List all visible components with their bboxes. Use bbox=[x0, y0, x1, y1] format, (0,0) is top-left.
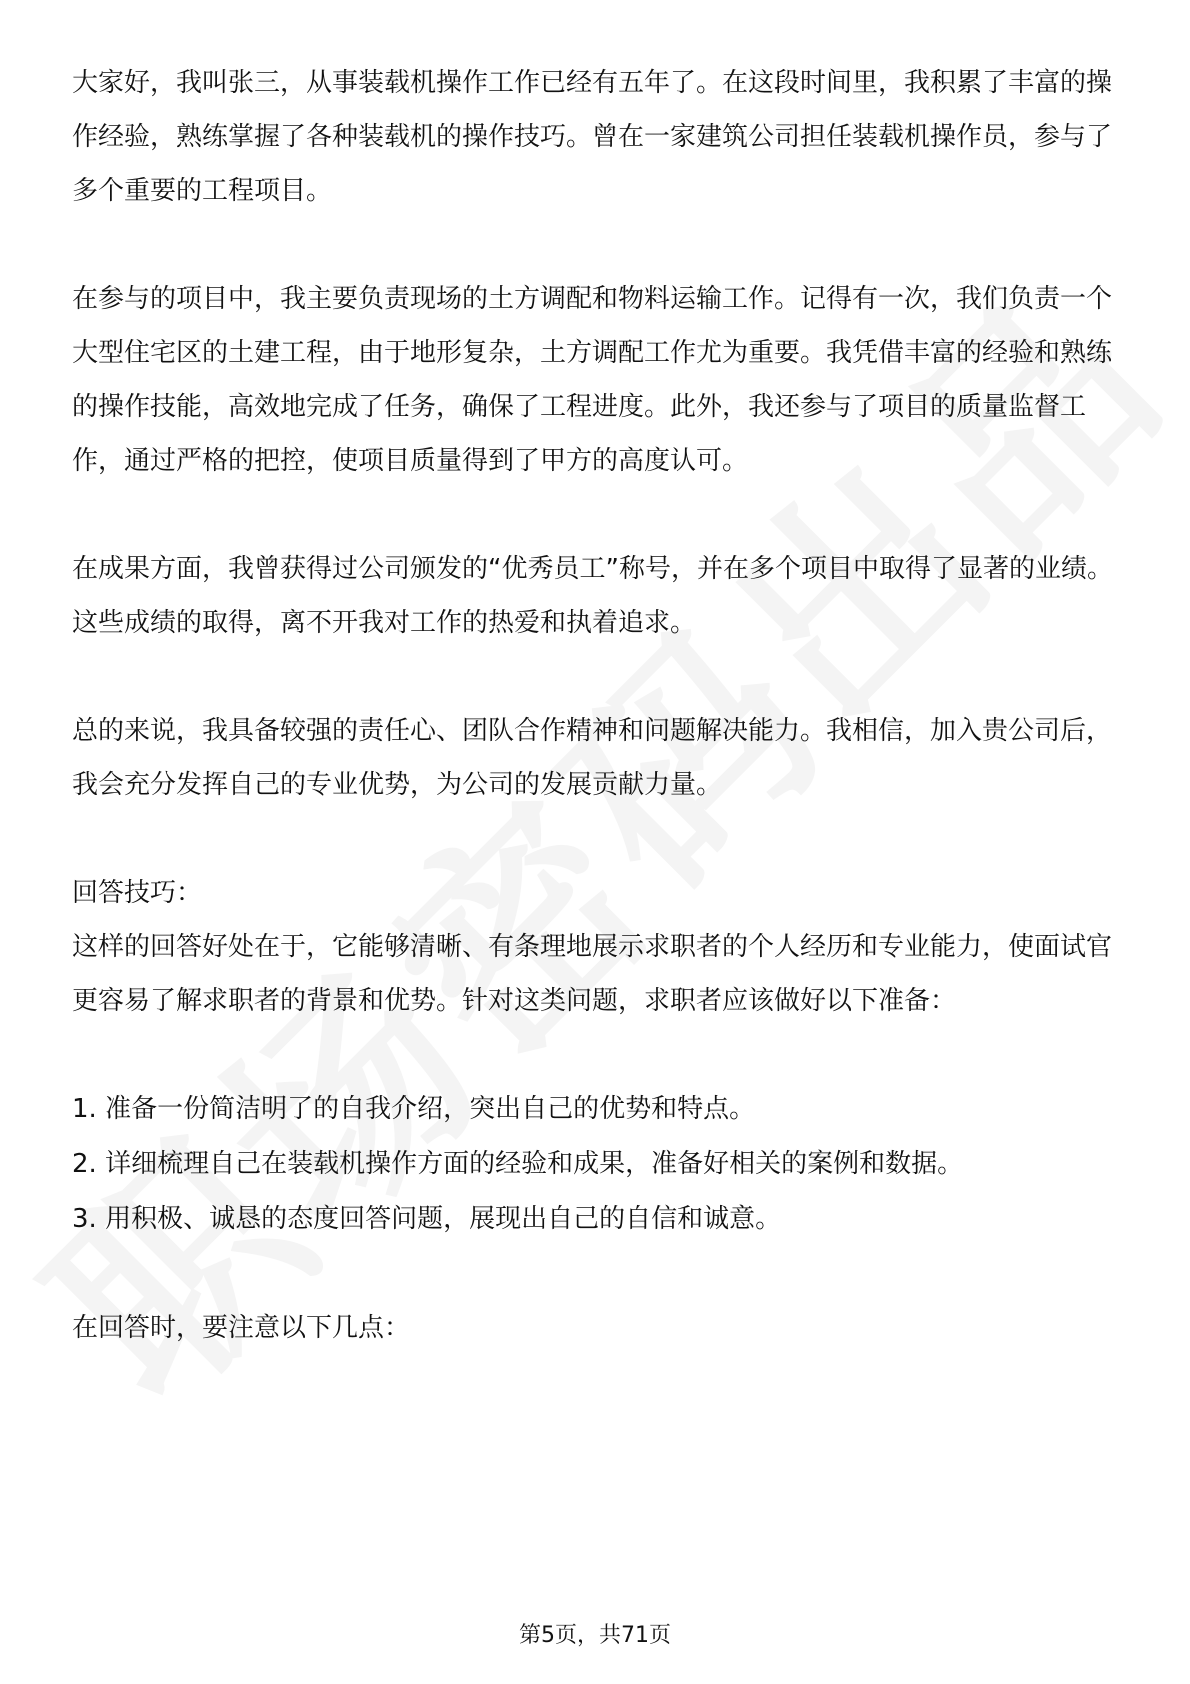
paragraph-intro: 大家好，我叫张三，从事装载机操作工作已经有五年了。在这段时间里，我积累了丰富的操作经验，熟练掌握了各种装载机的操作技巧。曾在一家建筑公司担任装载机操作员，参与了多个重要的工程项目。 bbox=[72, 68, 1113, 206]
spacer bbox=[72, 218, 1122, 272]
tips-list-item: 2. 详细梳理自己在装载机操作方面的经验和成果，准备好相关的案例和数据。 bbox=[72, 1149, 964, 1179]
paragraph-summary: 总的来说，我具备较强的责任心、团队合作精神和问题解决能力。我相信，加入贵公司后，我会充分发挥自己的专业优势，为公司的发展贡献力量。 bbox=[72, 716, 1113, 800]
tips-list-item: 1. 准备一份简洁明了的自我介绍，突出自己的优势和特点。 bbox=[72, 1094, 756, 1124]
document-body bbox=[72, 56, 1122, 1355]
tips-closing: 在回答时，要注意以下几点： bbox=[72, 1313, 411, 1343]
spacer bbox=[72, 488, 1122, 542]
page-number: 第5页，共71页 bbox=[519, 1623, 671, 1648]
paragraph-project: 在参与的项目中，我主要负责现场的土方调配和物料运输工作。记得有一次，我们负责一个大型住宅区的土建工程，由于地形复杂，土方调配工作尤为重要。我凭借丰富的经验和熟练的操作技能，高效地完成了任务，确保了工程进度。此外，我还参与了项目的质量监督工作，通过严格的把控，使项目质量得到了甲方的高度认可。 bbox=[72, 284, 1113, 476]
spacer bbox=[72, 650, 1122, 704]
spacer bbox=[72, 812, 1122, 866]
tips-heading: 回答技巧： bbox=[72, 878, 203, 908]
paragraph-achievements: 在成果方面，我曾获得过公司颁发的“优秀员工”称号，并在多个项目中取得了显著的业绩。这些成绩的取得，离不开我对工作的热爱和执着追求。 bbox=[72, 554, 1113, 638]
spacer bbox=[72, 1247, 1122, 1301]
tips-list-item: 3. 用积极、诚恳的态度回答问题，展现出自己的自信和诚意。 bbox=[72, 1204, 782, 1234]
spacer bbox=[72, 1028, 1122, 1082]
tips-intro: 这样的回答好处在于，它能够清晰、有条理地展示求职者的个人经历和专业能力，使面试官更容易了解求职者的背景和优势。针对这类问题，求职者应该做好以下准备： bbox=[72, 932, 1113, 1016]
